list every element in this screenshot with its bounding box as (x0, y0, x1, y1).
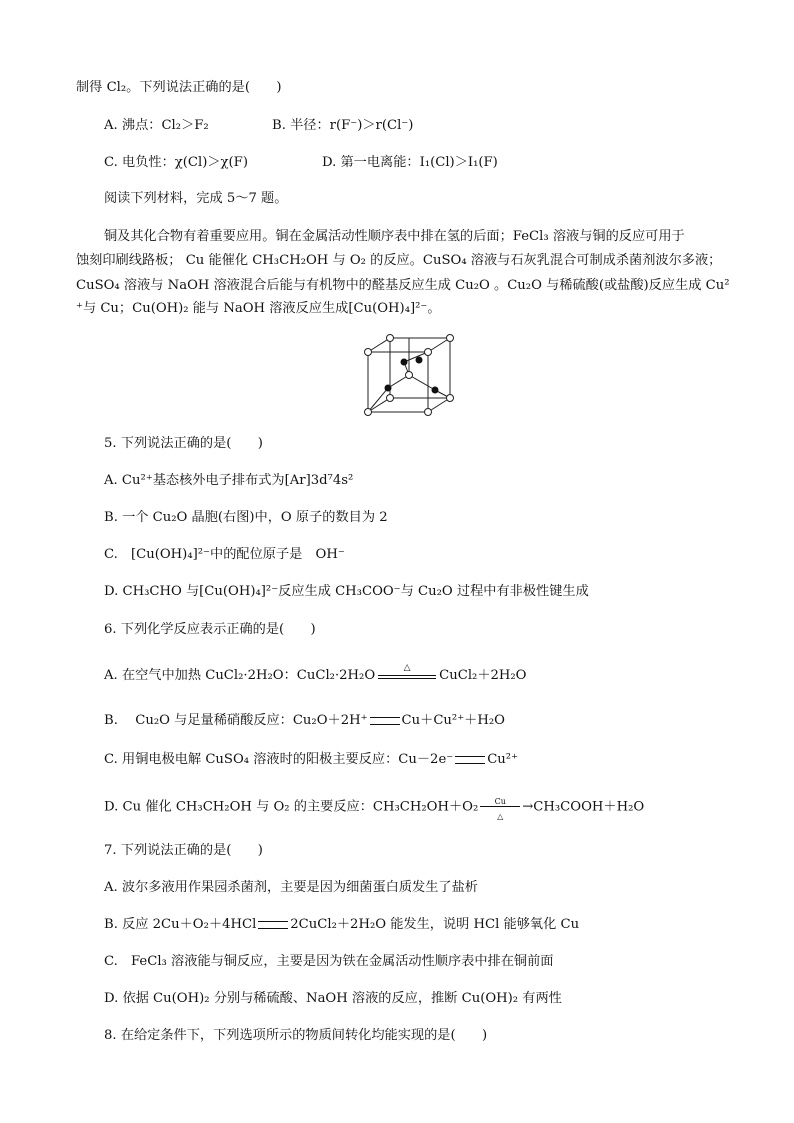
passage-line-2: 蚀刻印刷线路板； Cu 能催化 CH₃CH₂OH 与 O₂ 的反应。CuSO₄ 溶液与石灰乳混合可制成杀菌剂波尔多液； (76, 253, 722, 268)
q4-option-a: A. 沸点：Cl₂＞F₂ (104, 118, 209, 133)
passage-line-1: 铜及其化合物有着重要应用。铜在金属活动性顺序表中排在氢的后面；FeCl₃ 溶液与铜的反应可用于 (104, 229, 685, 244)
arrow-head: → (522, 799, 534, 815)
heat-symbol: △ (497, 812, 504, 821)
q6-c-right: Cu²⁺ (487, 752, 519, 767)
q6-option-a (104, 662, 527, 684)
equals-sign (370, 717, 400, 725)
q4-option-c: C. 电负性：χ(Cl)＞χ(F) (104, 155, 248, 170)
catalyst-arrow (480, 797, 520, 821)
q6-c-left: C. 用铜电极电解 CuSO₄ 溶液时的阳极主要反应：Cu－2e⁻ (104, 752, 454, 767)
q8-stem: 8. 在给定条件下，下列选项所示的物质间转化均能实现的是( ) (104, 1028, 488, 1043)
passage-line-3: CuSO₄ 溶液与 NaOH 溶液混合后能与有机物中的醛基反应生成 Cu₂O 。Cu₂O 与稀硫酸(或盐酸)反应生成 Cu² (76, 278, 730, 293)
q6-d-left: D. Cu 催化 CH₃CH₂OH 与 O₂ 的主要反应：CH₃CH₂OH＋O₂ (104, 799, 479, 815)
q6-a-left: A. 在空气中加热 CuCl₂·2H₂O：CuCl₂·2H₂O (104, 668, 376, 683)
heat-symbol: △ (403, 662, 411, 673)
q6-option-d (104, 797, 645, 821)
q6-a-right: CuCl₂＋2H₂O (439, 668, 527, 683)
cu2o-unit-cell-figure (360, 334, 456, 426)
q7-stem: 7. 下列说法正确的是( ) (104, 843, 263, 858)
catalyst-label: Cu (494, 797, 506, 806)
passage-line-4: ⁺与 Cu；Cu(OH)₂ 能与 NaOH 溶液反应生成[Cu(OH)₄]²⁻。 (76, 301, 441, 316)
q4-option-b: B. 半径：r(F⁻)＞r(Cl⁻) (272, 118, 414, 133)
q7-b-right: 2CuCl₂＋2H₂O 能发生，说明 HCl 能够氧化 Cu (290, 917, 580, 932)
q7-option-c: C. FeCl₃ 溶液能与铜反应，主要是因为铁在金属活动性顺序表中排在铜前面 (104, 954, 554, 969)
q6-d-right: CH₃COOH＋H₂O (533, 799, 645, 815)
q5-option-a: A. Cu²⁺基态核外电子排布式为[Ar]3d⁷4s² (104, 473, 354, 488)
q4-option-d: D. 第一电离能：I₁(Cl)＞I₁(F) (322, 155, 498, 170)
q5-option-b: B. 一个 Cu₂O 晶胞(右图)中，O 原子的数目为 2 (104, 510, 388, 525)
q7-option-b (104, 917, 579, 933)
q5-option-c: C. [Cu(OH)₄]²⁻中的配位原子是 OH⁻ (104, 547, 345, 562)
q7-option-a: A. 波尔多液用作果园杀菌剂，主要是因为细菌蛋白质发生了盐析 (104, 880, 478, 895)
equals-sign (258, 921, 288, 929)
q6-b-left: B. Cu₂O 与足量稀硝酸反应：Cu₂O＋2H⁺ (104, 713, 368, 728)
q6-stem: 6. 下列化学反应表示正确的是( ) (104, 622, 316, 637)
read-material-note: 阅读下列材料，完成 5～7 题。 (104, 191, 288, 206)
intro-line: 制得 Cl₂。下列说法正确的是( ) (76, 80, 282, 95)
q7-option-d: D. 依据 Cu(OH)₂ 分别与稀硫酸、NaOH 溶液的反应，推断 Cu(OH)₂ 有两性 (104, 991, 562, 1006)
q7-b-left: B. 反应 2Cu＋O₂＋4HCl (104, 917, 257, 932)
q5-stem: 5. 下列说法正确的是( ) (104, 436, 263, 451)
q5-option-d: D. CH₃CHO 与[Cu(OH)₄]²⁻反应生成 CH₃COO⁻与 Cu₂O 过程中有非极性键生成 (104, 584, 589, 599)
q6-option-c (104, 752, 518, 768)
q6-option-b (104, 713, 505, 729)
equals-sign (455, 756, 485, 764)
q6-b-right: Cu＋Cu²⁺＋H₂O (401, 713, 505, 728)
heat-equals-sign (378, 662, 436, 683)
